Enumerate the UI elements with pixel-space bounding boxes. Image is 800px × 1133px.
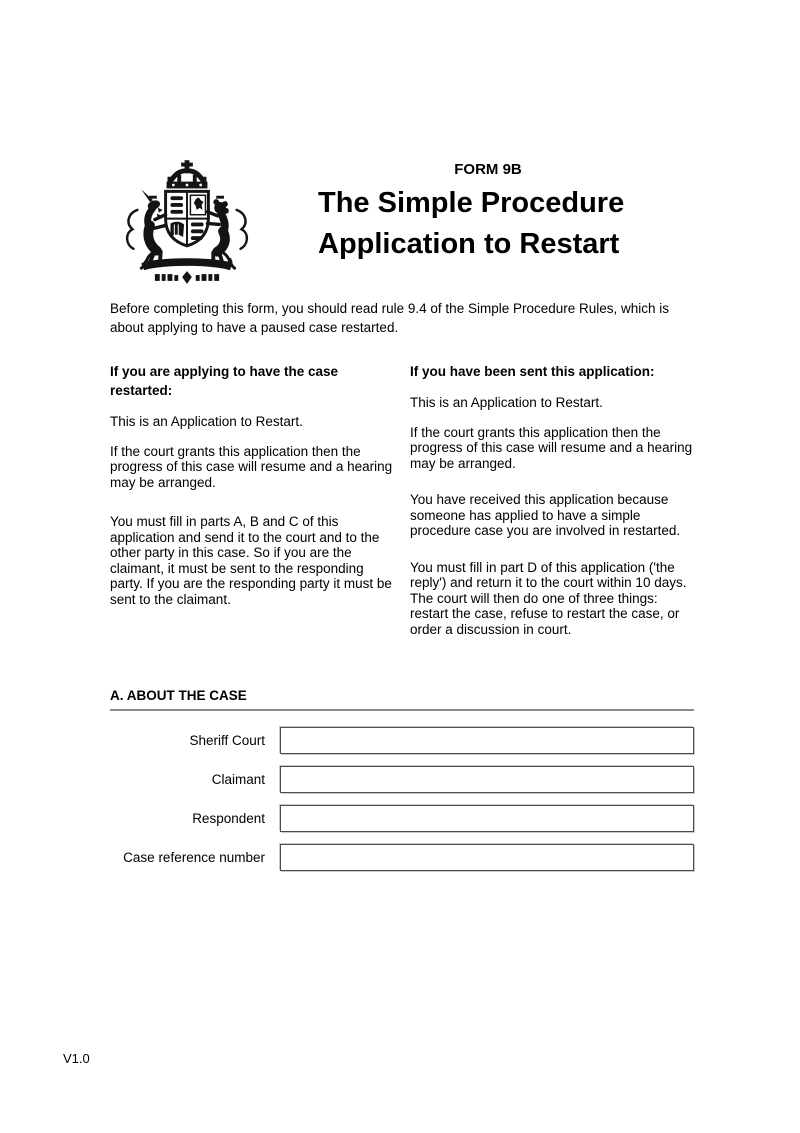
guidance-columns (110, 362, 695, 637)
field-row-claimant (110, 766, 694, 793)
left-paragraph-2: If the court grants this application then the progress of this case will resume and a hearing may be arranged. (110, 443, 393, 490)
section-about-the-case (110, 688, 694, 871)
header-block (318, 161, 658, 265)
form-number: FORM 9B (454, 161, 522, 178)
sheriff-court-label: Sheriff Court (189, 733, 265, 748)
field-row-sheriff-court (110, 727, 694, 754)
column-applicant-guidance (110, 362, 395, 637)
right-paragraph-1: This is an Application to Restart. (410, 395, 603, 410)
claimant-label: Claimant (211, 772, 265, 787)
right-column-heading: If you have been sent this application: (410, 364, 655, 379)
field-row-respondent (110, 805, 694, 832)
field-row-case-reference-number (110, 844, 694, 871)
right-paragraph-2: If the court grants this application then the progress of this case will resume and a hearing may be arranged. (410, 424, 693, 471)
claimant-input[interactable] (280, 766, 694, 793)
respondent-label: Respondent (192, 811, 265, 826)
right-paragraph-3: You have received this application because someone has applied to have a simple procedure case you are involved in restarted. (410, 492, 681, 538)
page-title-line2: Application to Restart (318, 228, 620, 260)
case-reference-number-input[interactable] (280, 844, 694, 871)
left-paragraph-3: You must fill in parts A, B and C of this application and send it to the court and to the other party in this case. So if you are the claimant, it must be sent to the responding party. If you are the responding party it must be sent to the claimant. (110, 514, 392, 607)
left-paragraph-1: This is an Application to Restart. (110, 414, 303, 429)
right-paragraph-4: You must fill in part D of this application ('the reply') and return it to the court within 10 days. The court will then do one of three things: restart the case, refuse to restart the case, or order a discussion in court. (410, 559, 687, 637)
column-recipient-guidance (410, 362, 695, 637)
left-column-heading: If you are applying to have the case restarted: (110, 364, 339, 398)
page-title (318, 183, 658, 265)
section-a-heading: A. ABOUT THE CASE (110, 688, 247, 703)
respondent-input[interactable] (280, 805, 694, 832)
sheriff-court-input[interactable] (280, 727, 694, 754)
page-title-line1: The Simple Procedure (318, 187, 625, 219)
intro-paragraph: Before completing this form, you should read rule 9.4 of the Simple Procedure Rules, which is about applying to have a paused case restarted. (110, 301, 670, 335)
section-a-rule (110, 709, 694, 711)
royal-coat-of-arms-icon (114, 159, 260, 286)
case-reference-number-label: Case reference number (123, 850, 265, 865)
version-label: V1.0 (63, 1051, 90, 1066)
